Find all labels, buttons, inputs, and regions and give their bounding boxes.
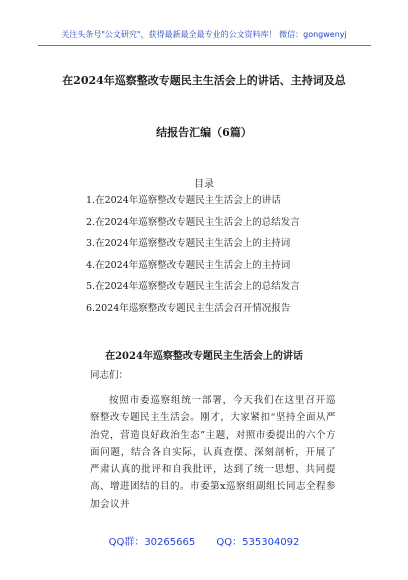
document-title-line-2: 结报告汇编（6篇） bbox=[156, 126, 252, 139]
salutation: 同志们： bbox=[90, 370, 129, 381]
footer-qq-group: QQ群：30265665 bbox=[108, 537, 196, 548]
document-title-line-1: 在2024年巡察整改专题民主生活会上的讲话、主持词及总 bbox=[62, 74, 346, 87]
section-title: 在2024年巡察整改专题民主生活会上的讲话 bbox=[105, 351, 303, 362]
toc-item-3[interactable]: 3.在2024年巡察整改专题民主生活会上的主持词 bbox=[86, 238, 291, 249]
toc-item-4[interactable]: 4.在2024年巡察整改专题民主生活会上的主持词 bbox=[86, 259, 291, 271]
toc-item-2[interactable]: 2.在2024年巡察整改专题民主生活会上的总结发言 bbox=[86, 216, 300, 228]
header-divider bbox=[38, 45, 371, 46]
toc-item-5[interactable]: 5.在2024年巡察整改专题民主生活会上的总结发言 bbox=[86, 281, 300, 292]
toc-heading: 目录 bbox=[194, 179, 214, 190]
footer-contact bbox=[0, 533, 408, 548]
toc-item-1[interactable]: 1.在2024年巡察整改专题民主生活会上的讲话 bbox=[86, 195, 281, 206]
toc-list bbox=[86, 193, 300, 322]
toc-item-6[interactable]: 6.2024年巡察整改专题民主生活会召开情况报告 bbox=[86, 302, 291, 314]
footer-qq: QQ：535304092 bbox=[216, 537, 300, 548]
body-paragraph: 按照市委巡察组统一部署，今天我们在这里召开巡察整改专题民主生活会。刚才，大家紧扣“坚持全面从严治党，营造良好政治生态”主题，对照市委提出的六个方面问题，结合各自实际，认真查摆、深刻剖析，开展了严肃认真的批评和自我批评，达到了统一思想、共同提高、增进团结的目的。市委第x巡察组副组长同志全程参加会议并 bbox=[90, 395, 336, 510]
header-banner: 关注头条号"公文研究"，获得最新最全最专业的公文资料库！ 微信：gongwenyj bbox=[61, 30, 347, 39]
